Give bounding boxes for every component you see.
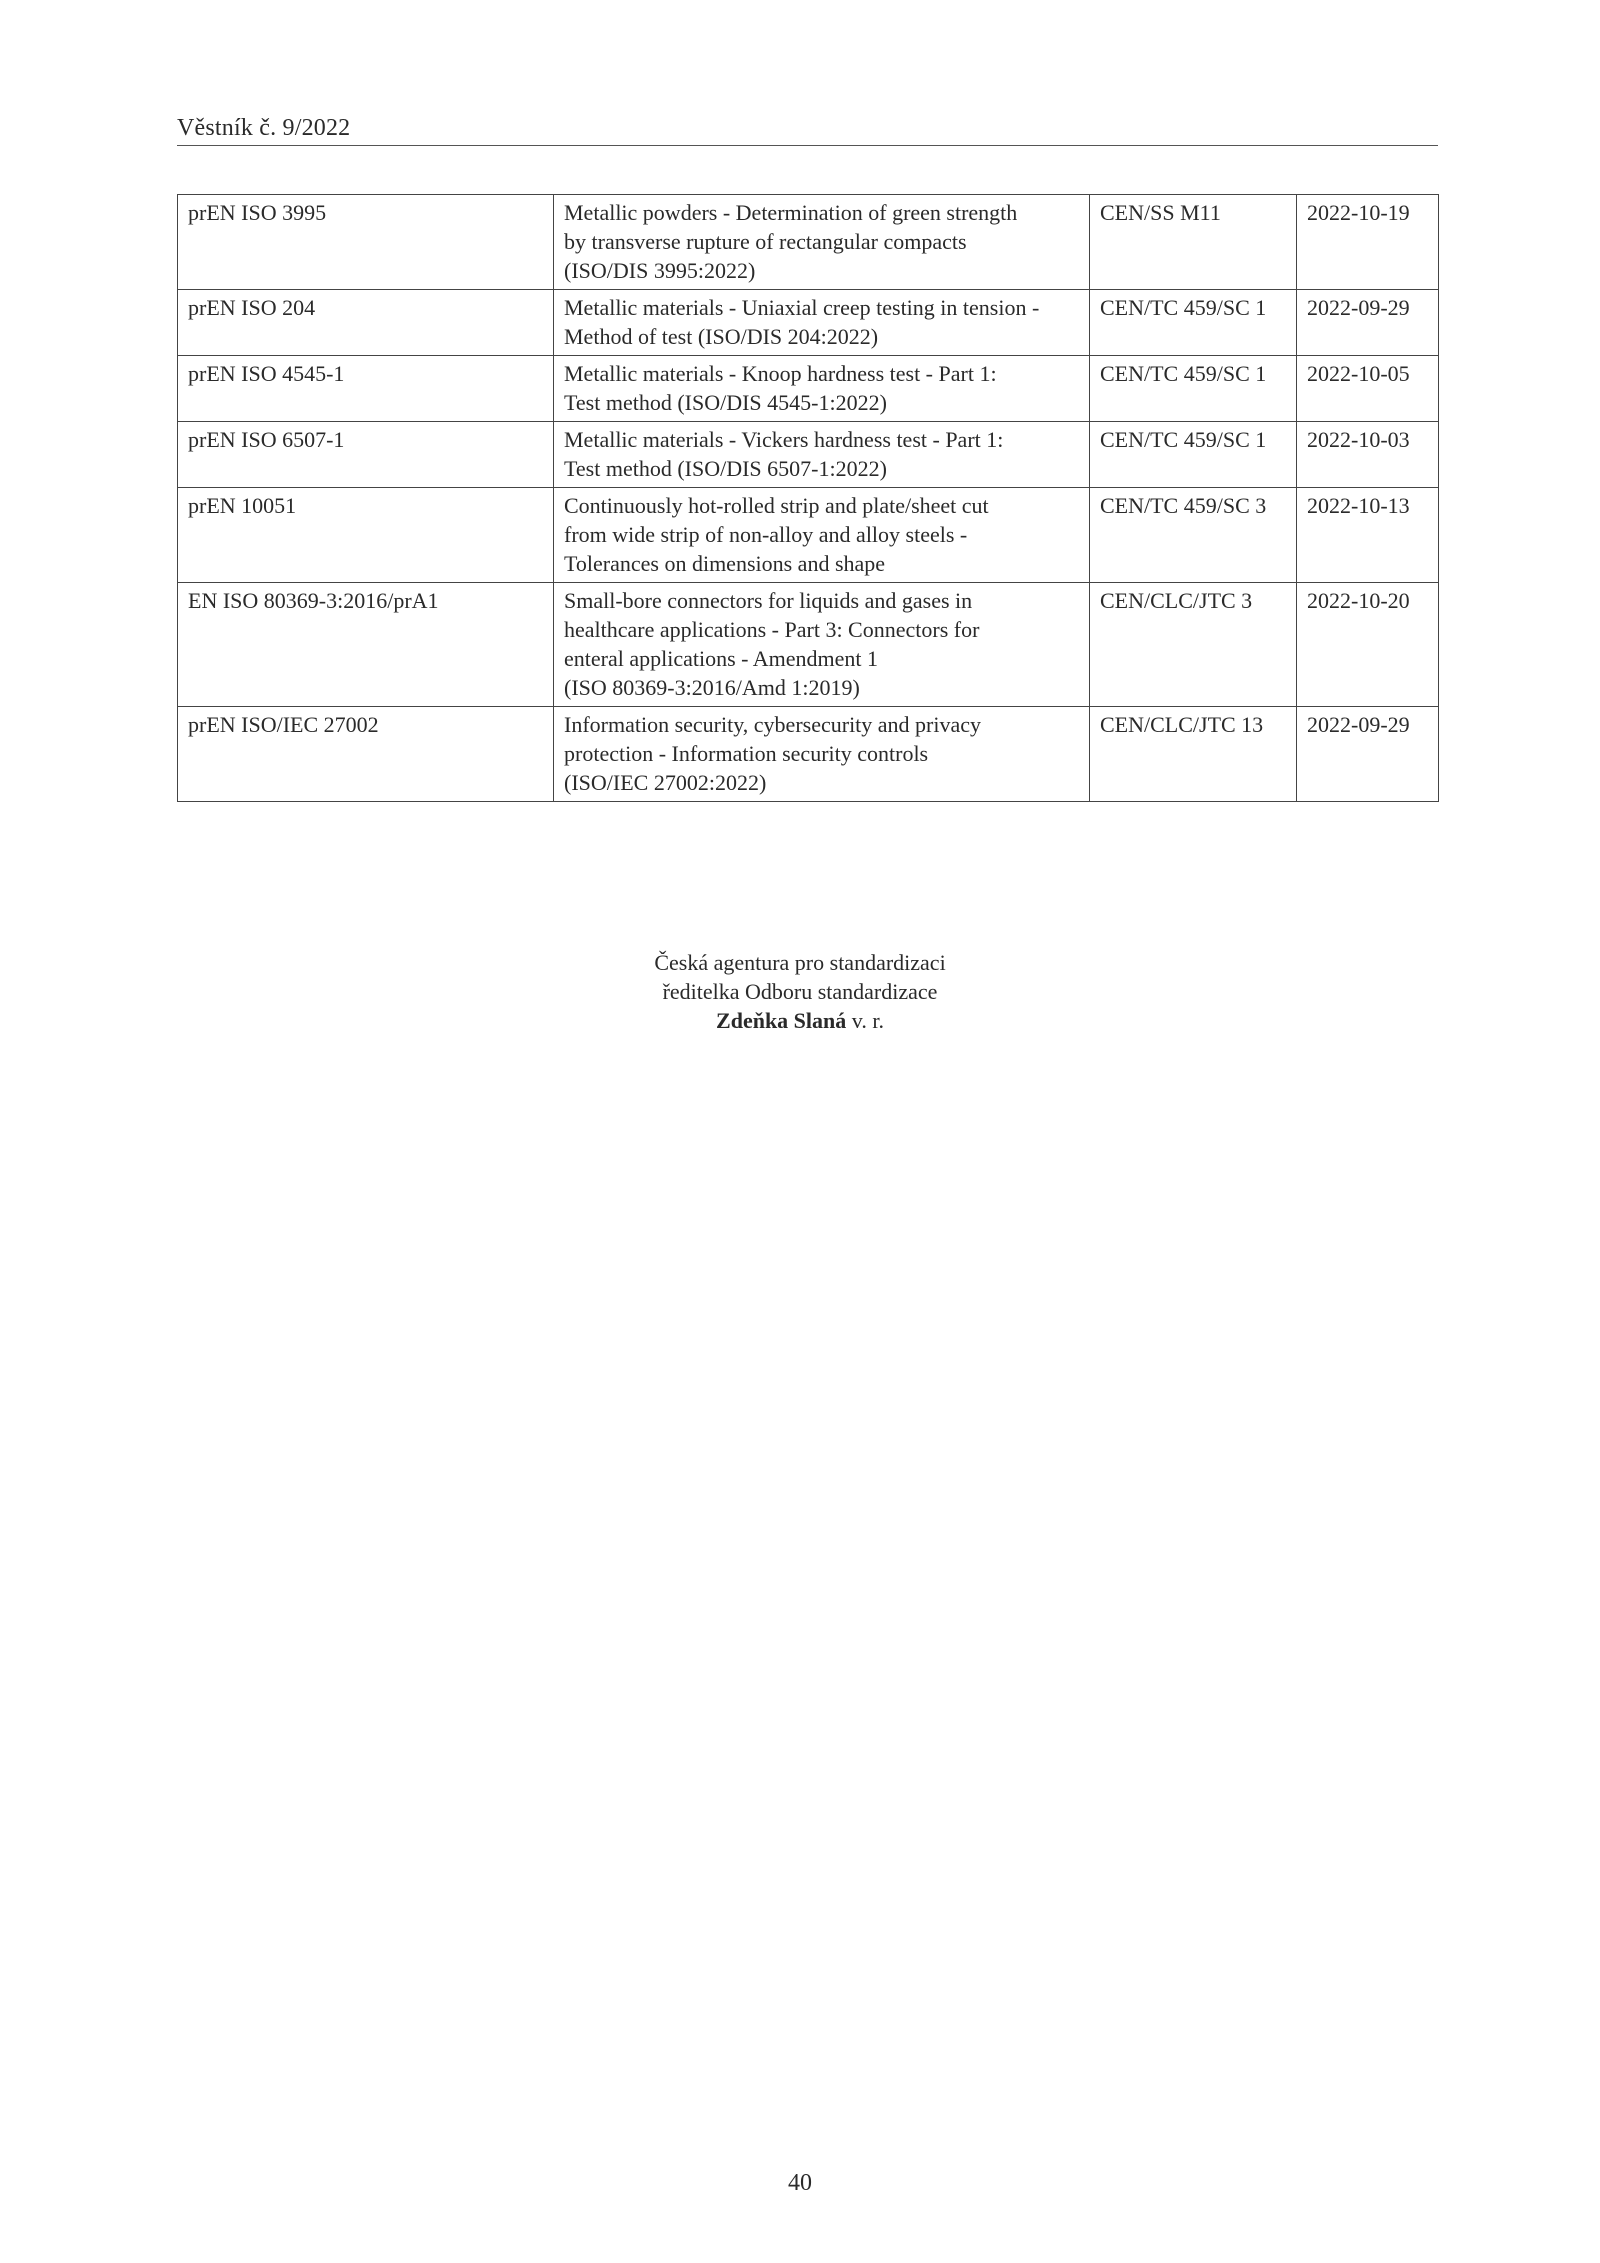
standard-title-line: Metallic materials - Knoop hardness test - Part 1: bbox=[564, 361, 997, 386]
technical-committee: CEN/CLC/JTC 13 bbox=[1090, 707, 1297, 802]
standard-code: prEN ISO/IEC 27002 bbox=[178, 707, 554, 802]
table-row bbox=[178, 583, 1439, 707]
standard-code: prEN ISO 6507-1 bbox=[178, 422, 554, 488]
standard-title-line: Metallic materials - Uniaxial creep testing in tension - bbox=[564, 295, 1040, 320]
standard-title bbox=[554, 488, 1090, 583]
standard-title bbox=[554, 290, 1090, 356]
standard-title bbox=[554, 583, 1090, 707]
technical-committee: CEN/TC 459/SC 1 bbox=[1090, 290, 1297, 356]
standard-title-line: Small-bore connectors for liquids and gases in bbox=[564, 588, 973, 613]
standard-code: prEN ISO 4545-1 bbox=[178, 356, 554, 422]
standards-table bbox=[177, 194, 1439, 802]
technical-committee: CEN/CLC/JTC 3 bbox=[1090, 583, 1297, 707]
deadline-date: 2022-10-13 bbox=[1297, 488, 1439, 583]
standard-title-line: Information security, cybersecurity and privacy bbox=[564, 712, 982, 737]
standard-code: prEN ISO 204 bbox=[178, 290, 554, 356]
signatory-name: Zdeňka Slaná bbox=[716, 1008, 847, 1033]
standard-title-line: by transverse rupture of rectangular compacts bbox=[564, 229, 967, 254]
standard-title-line: Continuously hot-rolled strip and plate/sheet cut bbox=[564, 493, 989, 518]
standard-title-line: enteral applications - Amendment 1 bbox=[564, 646, 879, 671]
signatory-role: ředitelka Odboru standardizace bbox=[662, 979, 938, 1004]
standard-title-line: Test method (ISO/DIS 6507-1:2022) bbox=[564, 456, 887, 481]
agency-name: Česká agentura pro standardizaci bbox=[654, 950, 946, 975]
technical-committee: CEN/TC 459/SC 1 bbox=[1090, 356, 1297, 422]
table-row bbox=[178, 356, 1439, 422]
standard-title-line: from wide strip of non-alloy and alloy steels - bbox=[564, 522, 968, 547]
table-row bbox=[178, 488, 1439, 583]
standard-title bbox=[554, 422, 1090, 488]
deadline-date: 2022-09-29 bbox=[1297, 290, 1439, 356]
standard-code: prEN 10051 bbox=[178, 488, 554, 583]
standard-title-line: (ISO/DIS 3995:2022) bbox=[564, 258, 756, 283]
signatory-line bbox=[0, 1006, 1600, 1035]
technical-committee: CEN/TC 459/SC 1 bbox=[1090, 422, 1297, 488]
table-row bbox=[178, 707, 1439, 802]
table-row bbox=[178, 422, 1439, 488]
technical-committee: CEN/SS M11 bbox=[1090, 195, 1297, 290]
signatory-suffix: v. r. bbox=[851, 1008, 884, 1033]
standard-title bbox=[554, 356, 1090, 422]
standard-title bbox=[554, 707, 1090, 802]
table-row bbox=[178, 195, 1439, 290]
standard-title-line: (ISO 80369-3:2016/Amd 1:2019) bbox=[564, 675, 860, 700]
deadline-date: 2022-10-03 bbox=[1297, 422, 1439, 488]
deadline-date: 2022-10-20 bbox=[1297, 583, 1439, 707]
standard-title-line: Tolerances on dimensions and shape bbox=[564, 551, 886, 576]
journal-title: Věstník č. 9/2022 bbox=[177, 115, 351, 141]
page-number: 40 bbox=[788, 2170, 812, 2196]
standard-title-line: Test method (ISO/DIS 4545-1:2022) bbox=[564, 390, 887, 415]
standard-title bbox=[554, 195, 1090, 290]
standard-title-line: Metallic powders - Determination of green strength bbox=[564, 200, 1018, 225]
technical-committee: CEN/TC 459/SC 3 bbox=[1090, 488, 1297, 583]
standard-title-line: (ISO/IEC 27002:2022) bbox=[564, 770, 767, 795]
standard-code: EN ISO 80369-3:2016/prA1 bbox=[178, 583, 554, 707]
standard-title-line: Method of test (ISO/DIS 204:2022) bbox=[564, 324, 879, 349]
standard-title-line: Metallic materials - Vickers hardness test - Part 1: bbox=[564, 427, 1004, 452]
page-header bbox=[177, 114, 1438, 146]
standard-code: prEN ISO 3995 bbox=[178, 195, 554, 290]
deadline-date: 2022-09-29 bbox=[1297, 707, 1439, 802]
signature-block bbox=[0, 948, 1600, 1035]
standard-title-line: healthcare applications - Part 3: Connectors for bbox=[564, 617, 980, 642]
table-row bbox=[178, 290, 1439, 356]
standards-table-body bbox=[178, 195, 1439, 802]
standard-title-line: protection - Information security controls bbox=[564, 741, 929, 766]
deadline-date: 2022-10-19 bbox=[1297, 195, 1439, 290]
deadline-date: 2022-10-05 bbox=[1297, 356, 1439, 422]
